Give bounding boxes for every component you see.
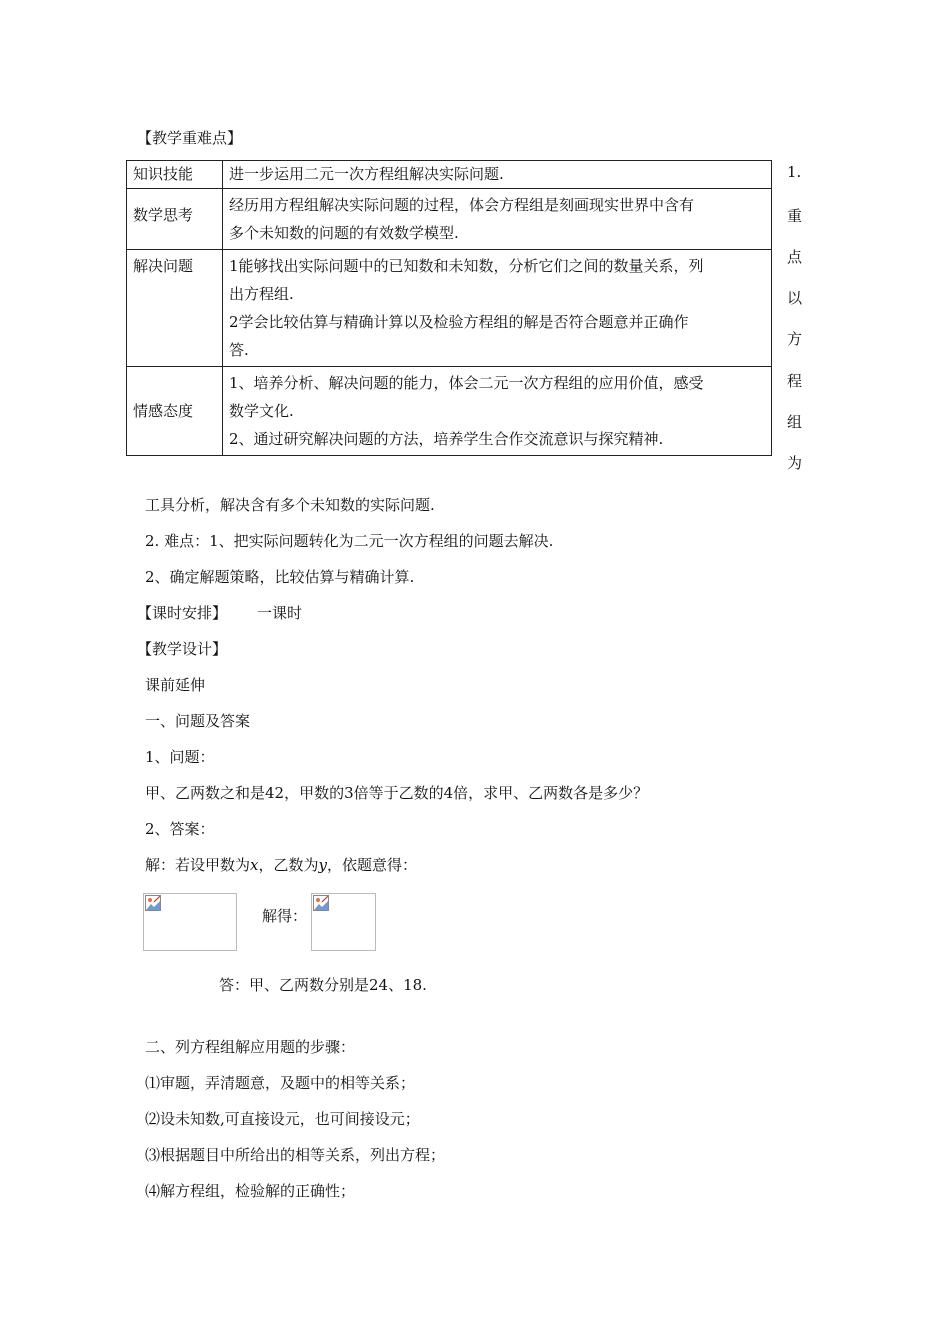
side-char: 以 [787,289,803,307]
section-heading: 二、列方程组解应用题的步骤： [145,1038,356,1056]
table-row [127,367,772,456]
paragraph: 2、确定解题策略，比较估算与精确计算. [145,568,415,586]
row-line: 2学会比较估算与精确计算以及检验方程组的解是否符合题意并正确作 [229,313,689,331]
row-label: 知识技能 [127,161,223,189]
solution-line [145,854,417,875]
side-char: 方 [787,330,803,348]
row-line: 答. [229,341,249,359]
step-item: ⑷解方程组，检验解的正确性； [145,1182,356,1200]
side-char: 为 [787,454,803,472]
row-line: 2、通过研究解决问题的方法，培养学生合作交流意识与探究精神. [229,430,664,448]
heading-design: 【教学设计】 [137,640,228,658]
side-char: 点 [787,248,803,266]
table-row [127,161,772,189]
text: ，依题意得： [326,856,417,874]
schedule-value: 一课时 [257,604,303,622]
text: 解：若设甲数为 [145,856,251,874]
side-char: 程 [787,372,803,390]
variable-y: y [318,856,327,874]
heading-key-points: 【教学重难点】 [137,129,243,147]
row-line: 数学文化. [229,402,294,420]
row-line: 1能够找出实际问题中的已知数和未知数，分析它们之间的数量关系，列 [229,257,704,275]
paragraph: 工具分析，解决含有多个未知数的实际问题. [145,496,435,514]
variable-x: x [250,856,259,874]
row-line: 1、培养分析、解决问题的能力，体会二元一次方程组的应用价值，感受 [229,374,704,392]
paragraph: 2、答案： [145,820,215,838]
step-item: ⑵设未知数,可直接设元，也可间接设元； [145,1110,420,1128]
broken-image-icon [145,895,161,911]
step-item: ⑶根据题目中所给出的相等关系，列出方程； [145,1146,446,1164]
solve-label: 解得： [262,907,308,925]
table-row [127,189,772,250]
row-content [223,189,772,250]
row-line: 多个未知数的问题的有效数学模型. [229,224,459,242]
solution-image-placeholder [311,893,376,951]
row-line: 出方程组. [229,285,294,303]
teaching-goals-table [126,160,772,456]
row-content [223,250,772,367]
row-content [223,367,772,456]
question-text: 甲、乙两数之和是42，甲数的3倍等于乙数的4倍，求甲、乙两数各是多少？ [145,784,649,802]
side-char: 组 [787,413,803,431]
paragraph: 课前延伸 [145,676,206,694]
row-content [223,161,772,189]
side-char: 1. [787,163,802,181]
schedule-label: 【课时安排】 [137,604,228,622]
row-label: 数学思考 [127,189,223,250]
text: ，乙数为 [258,856,319,874]
equation-image-placeholder [143,893,237,951]
section-heading: 一、问题及答案 [145,712,251,730]
side-char: 重 [787,207,803,225]
schedule-line [137,602,302,623]
row-label: 情感态度 [127,367,223,456]
row-line: 进一步运用二元一次方程组解决实际问题. [229,165,504,183]
paragraph: 2. 难点：1、把实际问题转化为二元一次方程组的问题去解决. [145,532,554,550]
row-label: 解决问题 [127,250,223,367]
step-item: ⑴审题，弄清题意，及题中的相等关系； [145,1074,416,1092]
row-line: 经历用方程组解决实际问题的过程，体会方程组是刻画现实世界中含有 [229,196,695,214]
table-row [127,250,772,367]
paragraph: 1、问题： [145,748,215,766]
broken-image-icon [313,895,329,911]
answer-text: 答：甲、乙两数分别是24、18. [219,976,427,994]
